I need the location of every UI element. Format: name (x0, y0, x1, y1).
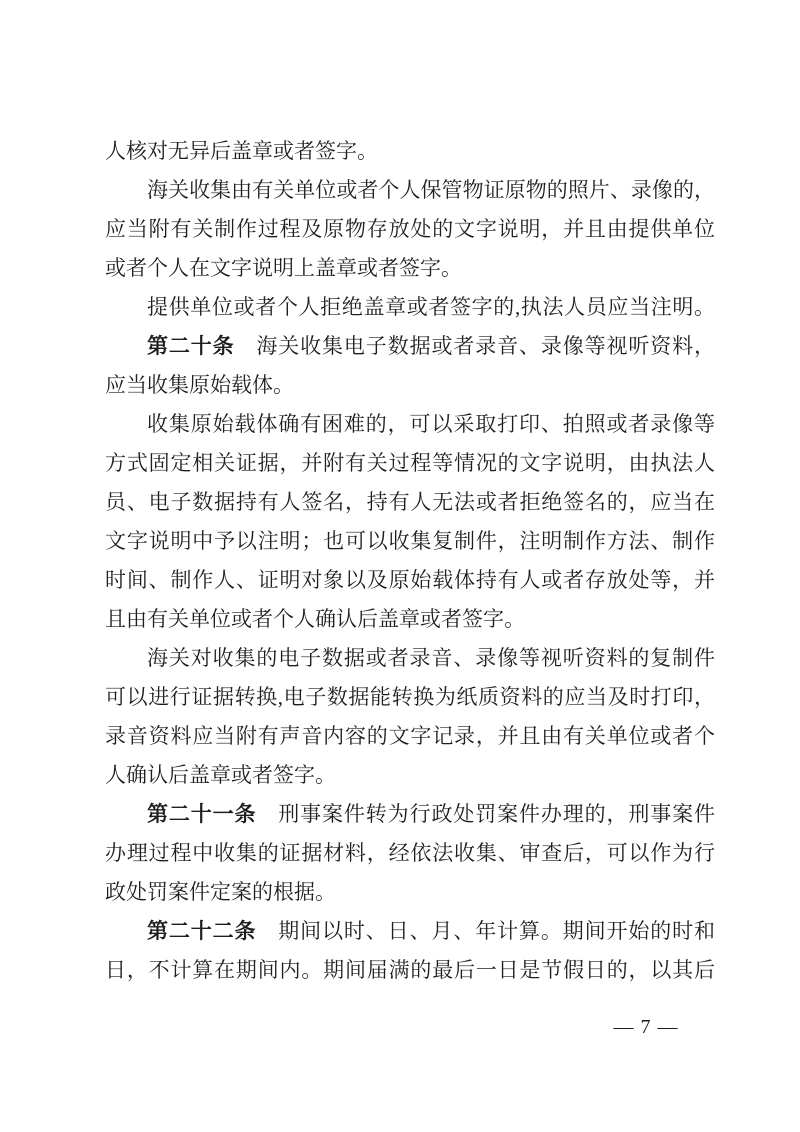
article-number: 第二十条 (147, 335, 235, 358)
document-body (105, 132, 715, 990)
text-line (105, 600, 715, 639)
text-line (105, 132, 715, 171)
text-line (105, 834, 715, 873)
line-text: 或者个人在文字说明上盖章或者签字。 (105, 256, 462, 280)
text-line (105, 366, 715, 405)
line-text: 海关对收集的电子数据或者录音、录像等视听资料的复制件 (147, 646, 715, 670)
text-line (105, 795, 715, 834)
line-text: 应当附有关制作过程及原物存放处的文字说明，并且由提供单位 (105, 217, 715, 241)
line-text: 员、电子数据持有人签名，持有人无法或者拒绝签名的，应当在 (105, 490, 715, 514)
line-text: 刑事案件转为行政处罚案件办理的，刑事案件 (256, 802, 715, 826)
line-text: 收集原始载体确有困难的，可以采取打印、拍照或者录像等 (147, 412, 715, 436)
text-line (105, 444, 715, 483)
line-text: 办理过程中收集的证据材料，经依法收集、审查后，可以作为行 (105, 841, 715, 865)
line-text: 政处罚案件定案的根据。 (105, 880, 336, 904)
text-line (105, 717, 715, 756)
line-text: 可以进行证据转换,电子数据能转换为纸质资料的应当及时打印， (105, 685, 715, 709)
line-text: 方式固定相关证据，并附有关过程等情况的文字说明，由执法人 (105, 451, 715, 475)
article-number: 第二十二条 (147, 920, 257, 943)
text-line (105, 522, 715, 561)
line-text: 应当收集原始载体。 (105, 373, 294, 397)
text-line (105, 483, 715, 522)
line-text: 日，不计算在期间内。期间届满的最后一日是节假日的，以其后 (105, 958, 715, 982)
line-text: 且由有关单位或者个人确认后盖章或者签字。 (105, 607, 525, 631)
line-text: 海关收集电子数据或者录音、录像等视听资料， (234, 334, 715, 358)
line-text: 海关收集由有关单位或者个人保管物证原物的照片、录像的， (147, 178, 715, 202)
line-text: 录音资料应当附有声音内容的文字记录，并且由有关单位或者个 (105, 724, 715, 748)
text-line (105, 405, 715, 444)
line-text: 时间、制作人、证明对象以及原始载体持有人或者存放处等，并 (105, 568, 715, 592)
line-text: 人确认后盖章或者签字。 (105, 763, 336, 787)
text-line (105, 561, 715, 600)
line-text: 期间以时、日、月、年计算。期间开始的时和 (256, 919, 715, 943)
text-line (105, 756, 715, 795)
text-line (105, 288, 715, 327)
line-text: 人核对无异后盖章或者签字。 (105, 139, 378, 163)
text-line (105, 171, 715, 210)
page-number: — 7 — (613, 1016, 679, 1038)
article-number: 第二十一条 (147, 803, 257, 826)
text-line (105, 678, 715, 717)
text-line (105, 249, 715, 288)
line-text: 提供单位或者个人拒绝盖章或者签字的,执法人员应当注明。 (147, 295, 715, 319)
text-line (105, 210, 715, 249)
text-line (105, 639, 715, 678)
text-line (105, 951, 715, 990)
line-text: 文字说明中予以注明；也可以收集复制件，注明制作方法、制作 (105, 529, 715, 553)
text-line (105, 912, 715, 951)
text-line (105, 873, 715, 912)
text-line (105, 327, 715, 366)
